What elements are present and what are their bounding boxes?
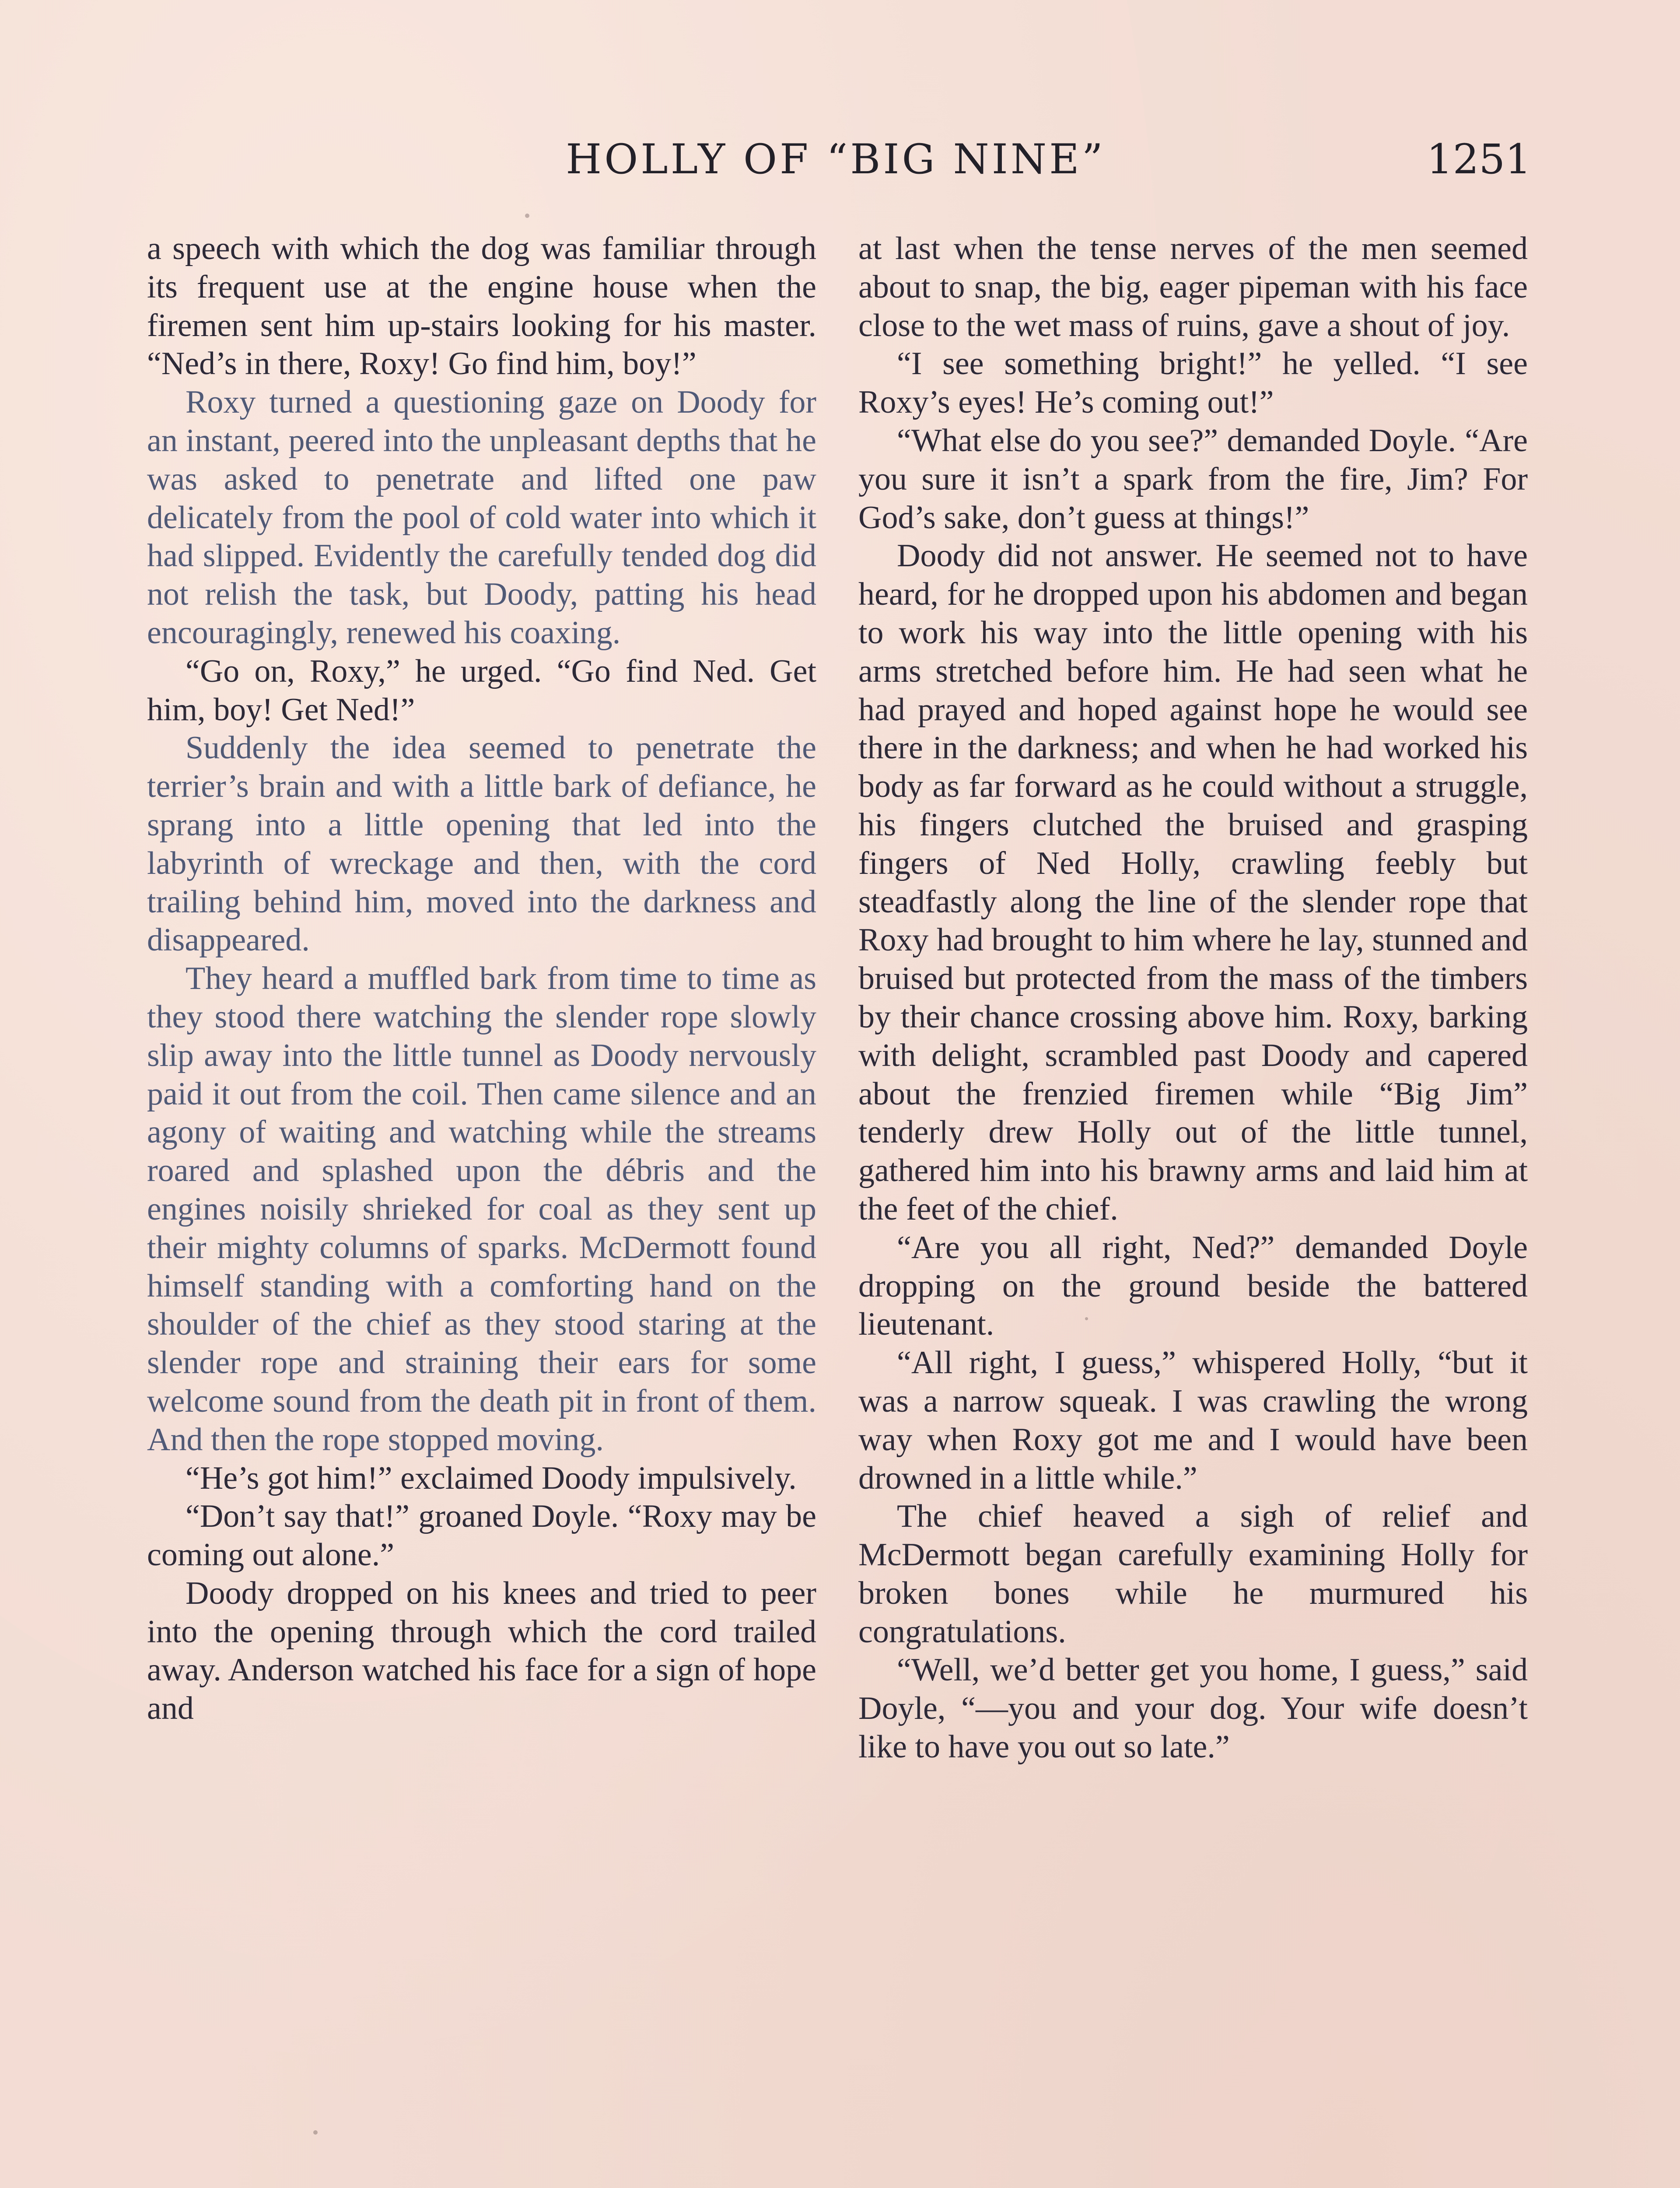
paper-speck — [525, 214, 529, 218]
paragraph: “Go on, Roxy,” he urged. “Go find Ned. Get him, boy! Get Ned!” — [147, 653, 816, 728]
paragraph: “Are you all right, Ned?” demanded Doyle dropping on the ground beside the battered lieutenant. — [858, 1229, 1528, 1343]
paragraph: “He’s got him!” exclaimed Doody impulsively. — [186, 1460, 797, 1496]
paper-speck — [1085, 1317, 1088, 1320]
paragraph: “I see something bright!” he yelled. “I see Roxy’s eyes! He’s coming out!” — [858, 346, 1528, 421]
paragraph: “All right, I guess,” whispered Holly, “but it was a narrow squeak. I was crawling the wrong way when Roxy got me and I would have been drowned in a little while.” — [858, 1345, 1528, 1496]
page-number: 1251 — [1426, 136, 1531, 183]
paragraph: “What else do you see?” demanded Doyle. “Are you sure it isn’t a spark from the fire, Jim? For God’s sake, don’t guess at things!” — [858, 422, 1528, 536]
paragraph: “Don’t say that!” groaned Doyle. “Roxy may be coming out alone.” — [147, 1498, 816, 1573]
running-title: HOLLY OF “BIG NINE” — [566, 136, 1106, 183]
paper-speck — [313, 2130, 318, 2135]
paragraph: Roxy turned a questioning gaze on Doody for an instant, peered into the unpleasant depths that he was asked to penetrate and lifted one paw delicately from the pool of cold water into which it had slipped. Evidently the carefully tended dog did not relish the task, but Doody, patting his head encouragingly, renewed his coaxing. — [147, 384, 816, 651]
paragraph: at last when the tense nerves of the men seemed about to snap, the big, eager pipeman with his face close to the wet mass of ruins, gave a shout of joy. — [858, 231, 1528, 344]
left-column — [147, 230, 816, 1728]
paragraph: Doody dropped on his knees and tried to peer into the opening through which the cord trailed away. Anderson watched his face for a sign of hope and — [147, 1575, 816, 1727]
paragraph: a speech with which the dog was familiar through its frequent use at the engine house when the firemen sent him up-stairs looking for his master. “Ned’s in there, Roxy! Go find him, boy!” — [147, 231, 816, 382]
paragraph: They heard a muffled bark from time to time as they stood there watching the slender rope slowly slip away into the little tunnel as Doody nervously paid it out from the coil. Then came silence and an agony of waiting and watching while the streams roared and splashed upon the débris and the engines noisily shrieked for coal as they sent up their mighty columns of sparks. McDermott found himself standing with a comforting hand on the shoulder of the chief as they stood staring at the slender rope and straining their ears for some welcome sound from the death pit in front of them. And then the rope stopped moving. — [147, 961, 816, 1458]
right-column — [858, 230, 1528, 1767]
paragraph: The chief heaved a sigh of relief and McDermott began carefully examining Holly for broken bones while he murmured his congratulations. — [858, 1498, 1528, 1650]
paragraph: Suddenly the idea seemed to penetrate the terrier’s brain and with a little bark of defiance, he sprang into a little opening that led into the labyrinth of wreckage and then, with the cord trailing behind him, moved into the darkness and disappeared. — [147, 730, 816, 958]
paragraph: “Well, we’d better get you home, I guess,” said Doyle, “—you and your dog. Your wife doesn’t like to have you out so late.” — [858, 1652, 1528, 1765]
running-head — [144, 131, 1531, 188]
paragraph: Doody did not answer. He seemed not to have heard, for he dropped upon his abdomen and began to work his way into the little opening with his arms stretched before him. He had seen what he had prayed and hoped against hope he would see there in the darkness; and when he had worked his body as far forward as he could without a struggle, his fingers clutched the bruised and grasping fingers of Ned Holly, crawling feebly but steadfastly along the line of the slender rope that Roxy had brought to him where he lay, stunned and bruised but protected from the mass of the timbers by their chance crossing above him. Roxy, barking with delight, scrambled past Doody and capered about the frenzied firemen while “Big Jim” tenderly drew Holly out of the little tunnel, gathered him into his brawny arms and laid him at the feet of the chief. — [858, 538, 1528, 1227]
